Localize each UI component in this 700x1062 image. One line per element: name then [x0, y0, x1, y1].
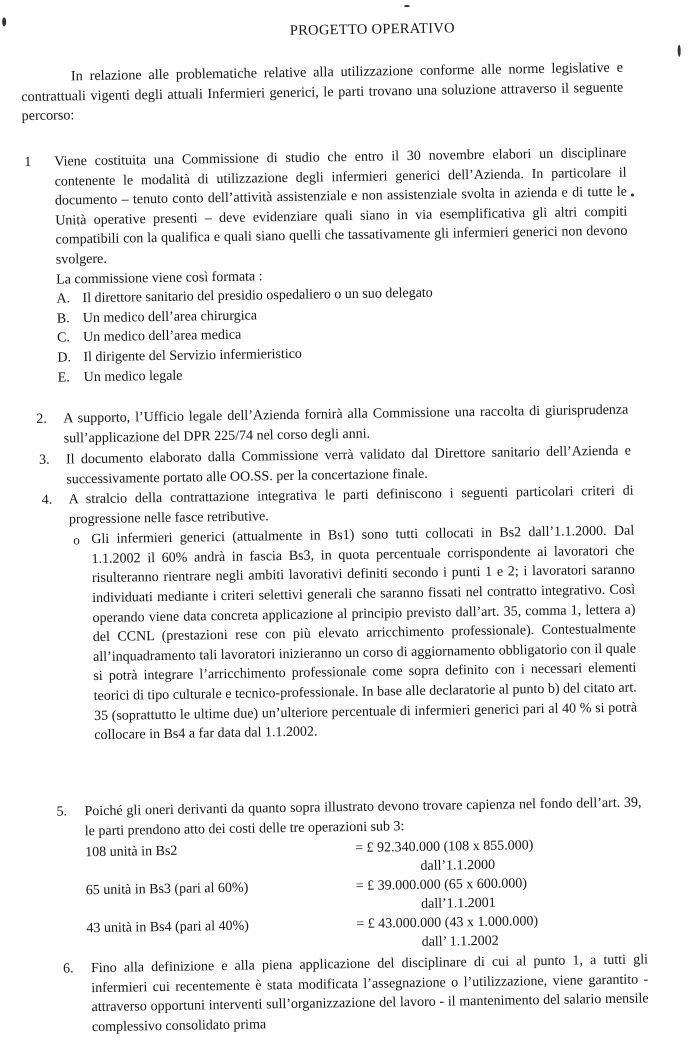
cost-label: 65 unità in Bs3 (pari al 60%)	[85, 880, 249, 899]
item-number: 6.	[62, 961, 74, 977]
item-text: A supporto, l’Ufficio legale dell’Azienda fornirà alla Commissione una raccolta di giurisprudenza sull’applicazione del DPR 225/74 nel corso degli anni.	[63, 402, 629, 447]
commission-members	[56, 281, 629, 388]
sub-paragraph	[73, 522, 637, 746]
item-number: 5.	[56, 804, 68, 820]
item-text: Viene costituita una Commissione di studio che entro il 30 novembre elabori un disciplinare contenente le modalità di utilizzazione degli infermieri generici dell’Azienda. In particolare il documento – tenuto conto dell’attività assistenziale e non assistenziale svolta in azienda e di tutte le Unità operative presenti – deve evidenziare quali siano in via esemplificativa gli altri compiti compatibili con la qualifica e quali siano quelli che tassativamente gli infermieri generici non devono svolgere.	[54, 145, 628, 268]
member-text: Un medico dell’area medica	[82, 328, 242, 346]
member-text: Un medico legale	[83, 368, 183, 385]
cost-amount: = £ 43.000.000 (43 x 1.000.000)	[356, 914, 539, 933]
item-text: Il documento elaborato dalla Commissione verrà validato dal Direttore sanitario dell’Azienda e successivamente portato alle OO.SS. per la concertazione finale.	[65, 443, 632, 488]
cost-date: dall’ 1.1.2002	[421, 933, 499, 951]
list-item	[24, 144, 628, 386]
scan-speck	[631, 194, 634, 197]
cost-date: dall’1.1.2001	[420, 895, 496, 913]
item-text: Fino alla definizione e alla piena applicazione del disciplinare di cui al punto 1, a tutti gli infermieri cui recentemente è stata modificata l’assegnazione o l’utilizzazione, viene garantito - attraverso opportuni interventi sull’organizzazione del lavoro - il mantenimento del salario mensile complessivo consolidato prima	[90, 952, 649, 1035]
cost-table	[85, 835, 644, 958]
cost-label: 43 unità in Bs4 (pari al 40%)	[86, 918, 250, 937]
item-text: Poiché gli oneri derivanti da quanto sopra illustrato devono trovare capienza nel fondo dell’art. 39, le parti prendono atto dei costi delle tre operazioni sub 3:	[84, 795, 642, 839]
scan-speck	[678, 45, 681, 57]
member-letter: A.	[56, 291, 71, 307]
item-number: 2.	[36, 411, 47, 427]
cost-amount: = £ 92.340.000 (108 x 855.000)	[355, 838, 534, 857]
item-number: 3.	[38, 452, 50, 468]
sub-text: Gli infermieri generici (attualmente in Bs1) sono tutti collocati in Bs2 dall’1.1.2000. Dal 1.1.2002 il 60% andrà in fascia Bs3, in quota percentuale corrispondente ai lavoratori che risulteranno rientrare negli ambiti lavorativi definiti secondo i punti 1 e 2; i lavoratori saranno individuati mediante i criteri selettivi generali che saranno fissati nel contratto integrativo. Così operando viene data concreta applicazione al principio previsto dall’art. 35, comma 1, lettera a) del CCNL (prestazioni rese con più elevato arricchimento professionale). Contestualmente all’inquadramento tali lavoratori inizieranno un corso di aggiornamento obbligatorio con il quale si potrà integrare l’arricchimento professionale come sopra definito con i necessari elementi teorici di tipo culturale e tecnico-professionale. In base alle declaratorie al punto b) del citato art. 35 (soprattutto le ultime due) un’ulteriore percentuale di infermieri generici pari al 40 % si potrà collocare in Bs4 a far data dal 1.1.2002.	[91, 523, 638, 744]
item-number: 4.	[41, 492, 53, 508]
cost-date: dall’1.1.2000	[420, 857, 496, 875]
list-item	[36, 401, 629, 447]
document-title: PROGETTO OPERATIVO	[289, 20, 455, 39]
commission-intro: La commissione viene così formata :	[56, 268, 263, 288]
member-text: Il dirigente del Servizio infermieristico	[83, 346, 302, 366]
item-number: 1	[24, 154, 32, 171]
list-item	[56, 793, 642, 951]
member-text: Un medico dell’area chirurgica	[82, 308, 258, 326]
cost-label: 108 unità in Bs2	[85, 843, 178, 861]
member-letter: E.	[57, 369, 70, 386]
scan-speck	[404, 5, 410, 7]
member-letter: B.	[56, 311, 70, 327]
member-letter: C.	[56, 330, 71, 346]
table-row	[86, 911, 644, 958]
cost-amount: = £ 39.000.000 (65 x 600.000)	[355, 876, 528, 895]
scan-speck	[2, 17, 6, 26]
member-text: Il direttore sanitario del presidio ospedaliero o un suo delegato	[82, 285, 433, 307]
item-text: A stralcio della contrattazione integrativa le parti definiscono i seguenti particolari criteri di progressione nelle fasce retributive.	[68, 483, 634, 528]
intro-paragraph: In relazione alle problematiche relative alla utilizzazione conforme alle norme legislative e contrattuali vigenti degli attuali Infermieri generici, le parti trovano una soluzione attraverso il seguente percorso:	[21, 59, 624, 125]
bullet-icon: o	[73, 532, 80, 548]
member-letter: D.	[57, 350, 72, 366]
